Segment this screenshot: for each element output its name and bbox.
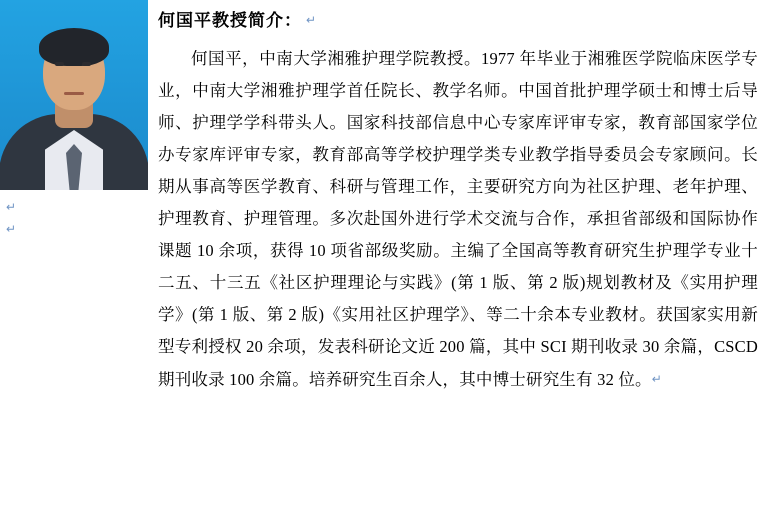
photo-eye-right	[82, 62, 91, 66]
biography-text: 何国平，中南大学湘雅护理学院教授。1977 年毕业于湘雅医学院临床医学专业，中南大学湘雅护理学首任院长、教学名师。中国首批护理学硕士和博士后导师、护理学学科带头人。国家科技部信息中心专家库评审专家，教育部国家学位办专家库评审专家，教育部高等学校护理学类专业教学指导委员会专家顾问。长期从事高等医学教育、科研与管理工作，主要研究方向为社区护理、老年护理、护理教育、护理管理。多次赴国外进行学术交流与合作，承担省部级和国际协作课题 10 余项，获得 10 项省部级奖励。主编了全国高等教育研究生护理学专业十二五、十三五《社区护理理论与实践》(第 1 版、第 2 版)规划教材及《实用护理学》(第 1 版、第 2 版)《实用社区护理学》、等二十余本专业教材。获国家实用新型专利授权 20 余项，发表科研论文近 200 篇，其中 SCI 期刊收录 30 余篇，CSCD 期刊收录 100 余篇。培养研究生百余人，其中博士研究生有 32 位。	[158, 49, 758, 389]
biography-paragraph	[158, 43, 758, 396]
portrait-photo	[0, 0, 148, 190]
side-paragraph-marks	[6, 196, 146, 240]
paragraph-mark-1: ↵	[6, 200, 17, 214]
photo-eye-left	[55, 62, 64, 66]
body-paragraph-mark: ↵	[651, 372, 663, 386]
title-paragraph-mark: ↵	[306, 13, 318, 27]
photo-hair	[39, 28, 109, 66]
document-content	[158, 6, 758, 396]
page-title	[158, 6, 758, 31]
portrait-column	[0, 0, 150, 190]
paragraph-mark-2: ↵	[6, 222, 17, 236]
photo-mouth	[64, 92, 84, 95]
page-title-text: 何国平教授简介：	[158, 11, 302, 30]
